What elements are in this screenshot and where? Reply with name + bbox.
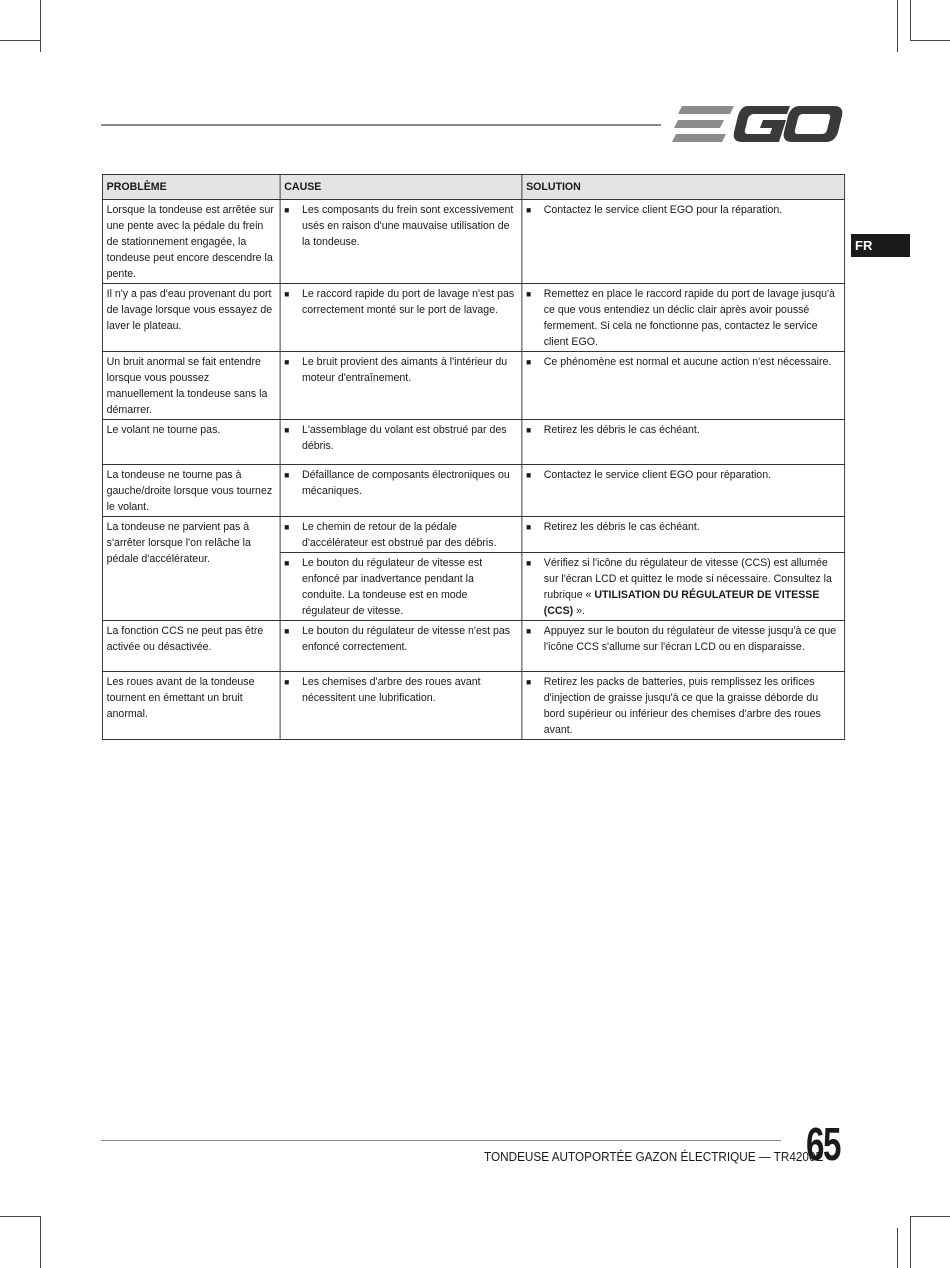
page-number: 65: [806, 1118, 840, 1170]
crop-mark: [910, 0, 911, 40]
solution-cell: [522, 200, 845, 284]
cause-text: Défaillance de composants électroniques ou mécaniques.: [301, 469, 510, 497]
cause-cell: [280, 284, 522, 352]
cause-cell: [280, 621, 522, 672]
solution-text: Retirez les packs de batteries, puis remplissez les orifices d'injection de graisse jusqu'à ce que la graisse déborde du bord supérieur ou inférieur des chemises d'arbre des roues avant.: [543, 676, 821, 736]
solution-cell: [522, 284, 845, 352]
cause-cell: [280, 420, 522, 465]
troubleshooting-table: [102, 174, 845, 740]
bullet-icon: ■: [526, 626, 532, 636]
solution-text: Ce phénomène est normal et aucune action n'est nécessaire.: [543, 356, 832, 368]
solution-cell: [522, 621, 845, 672]
bullet-icon: ■: [526, 677, 532, 687]
section-reference: UTILISATION DU RÉGULATEUR DE VITESSE (CCS): [543, 589, 820, 617]
cause-text: Le bouton du régulateur de vitesse n'est pas enfoncé correctement.: [301, 625, 511, 653]
solution-text-part: ».: [573, 605, 585, 617]
table-row: [102, 352, 844, 420]
problem-cell: La fonction CCS ne peut pas être activée ou désactivée.: [102, 621, 280, 672]
cause-text: Le bruit provient des aimants à l'intérieur du moteur d'entraînement.: [301, 356, 508, 384]
solution-cell: [522, 465, 845, 517]
solution-text: [544, 555, 841, 619]
problem-cell: Lorsque la tondeuse est arrêtée sur une pente avec la pédale du frein de stationnement engagée, la tondeuse peut encore descendre la pente.: [102, 200, 280, 284]
crop-mark: [40, 0, 41, 52]
solution-text: Retirez les débris le cas échéant.: [543, 424, 700, 436]
cause-cell: [280, 553, 522, 621]
bullet-icon: ■: [284, 626, 290, 636]
bullet-icon: ■: [284, 425, 290, 435]
crop-mark: [0, 40, 40, 41]
solution-cell: [522, 553, 845, 621]
solution-cell: [522, 517, 845, 553]
cause-text: Les chemises d'arbre des roues avant nécessitent une lubrification.: [301, 676, 481, 704]
bullet-icon: ■: [526, 522, 532, 532]
cause-cell: [280, 200, 522, 284]
bullet-icon: ■: [526, 289, 532, 299]
solution-text: Contactez le service client EGO pour réparation.: [543, 469, 772, 481]
table-row: [102, 420, 844, 465]
header-cause: CAUSE: [280, 175, 522, 200]
bullet-icon: ■: [284, 677, 290, 687]
cause-text: L'assemblage du volant est obstrué par des débris.: [301, 424, 507, 452]
bullet-icon: ■: [284, 289, 290, 299]
cause-cell: [280, 672, 522, 740]
bullet-icon: ■: [284, 357, 290, 367]
problem-cell: Il n'y a pas d'eau provenant du port de lavage lorsque vous essayez de laver le plateau.: [102, 284, 280, 352]
table-row: [102, 672, 844, 740]
bullet-icon: ■: [526, 357, 532, 367]
problem-cell: La tondeuse ne tourne pas à gauche/droite lorsque vous tournez le volant.: [102, 465, 280, 517]
bullet-icon: ■: [284, 470, 290, 480]
table-row: [102, 621, 844, 672]
header-problem: PROBLÈME: [102, 175, 280, 200]
problem-cell: Les roues avant de la tondeuse tournent en émettant un bruit anormal.: [102, 672, 280, 740]
bullet-icon: ■: [284, 205, 290, 215]
cause-text: Les composants du frein sont excessivement usés en raison d'une mauvaise utilisation de la tondeuse.: [301, 204, 514, 248]
table-row: [102, 465, 844, 517]
problem-cell: Un bruit anormal se fait entendre lorsque vous poussez manuellement la tondeuse sans la démarrer.: [102, 352, 280, 420]
solution-text: Appuyez sur le bouton du régulateur de vitesse jusqu'à ce que l'icône CCS s'allume sur l'écran LCD ou en disparaisse.: [543, 625, 837, 653]
cause-cell: [280, 352, 522, 420]
crop-mark: [910, 40, 950, 41]
footer-rule: [101, 1140, 781, 1141]
solution-text: Contactez le service client EGO pour la réparation.: [543, 204, 783, 216]
bullet-icon: ■: [526, 470, 532, 480]
bullet-icon: ■: [526, 558, 532, 568]
solution-cell: [522, 420, 845, 465]
footer-title: TONDEUSE AUTOPORTÉE GAZON ÉLECTRIQUE — TR4200E: [484, 1150, 824, 1164]
bullet-icon: ■: [284, 558, 290, 568]
table-header-row: [102, 175, 844, 200]
solution-cell: [522, 672, 845, 740]
table-row: [102, 284, 844, 352]
header-solution: SOLUTION: [522, 175, 845, 200]
table-row: [102, 517, 844, 553]
table-row: [102, 200, 844, 284]
crop-mark: [897, 0, 898, 52]
ego-logo: [672, 104, 844, 144]
bullet-icon: ■: [526, 425, 532, 435]
cause-text: Le chemin de retour de la pédale d'accélérateur est obstrué par des débris.: [301, 521, 497, 549]
crop-mark: [40, 1216, 41, 1268]
solution-text: Remettez en place le raccord rapide du port de lavage jusqu'à ce que vous entendiez un déclic clair après avoir poussé fermement. Si cela ne fonctionne pas, contactez le service client EGO.: [543, 288, 835, 348]
bullet-icon: ■: [526, 205, 532, 215]
problem-cell: La tondeuse ne parvient pas à s'arrêter lorsque l'on relâche la pédale d'accélérateur.: [102, 517, 280, 621]
solution-cell: [522, 352, 845, 420]
crop-mark: [897, 1228, 898, 1268]
cause-text: Le raccord rapide du port de lavage n'est pas correctement monté sur le port de lavage.: [301, 288, 515, 316]
problem-cell: Le volant ne tourne pas.: [102, 420, 280, 465]
cause-cell: [280, 517, 522, 553]
solution-text: Retirez les débris le cas échéant.: [543, 521, 700, 533]
cause-cell: [280, 465, 522, 517]
header-rule: [101, 124, 661, 126]
crop-mark: [0, 1216, 40, 1217]
crop-mark: [910, 1216, 911, 1268]
solution-text-part: Vérifiez si l'icône du régulateur de vitesse (CCS) est allumée sur l'écran LCD et quittez le mode si nécessaire. Consultez la rubrique «: [543, 557, 832, 601]
crop-mark: [910, 1216, 950, 1217]
language-tab: FR: [851, 234, 910, 257]
cause-text: Le bouton du régulateur de vitesse est enfoncé par inadvertance pendant la conduite. La tondeuse est en mode régulateur de vitesse.: [301, 557, 483, 617]
bullet-icon: ■: [284, 522, 290, 532]
